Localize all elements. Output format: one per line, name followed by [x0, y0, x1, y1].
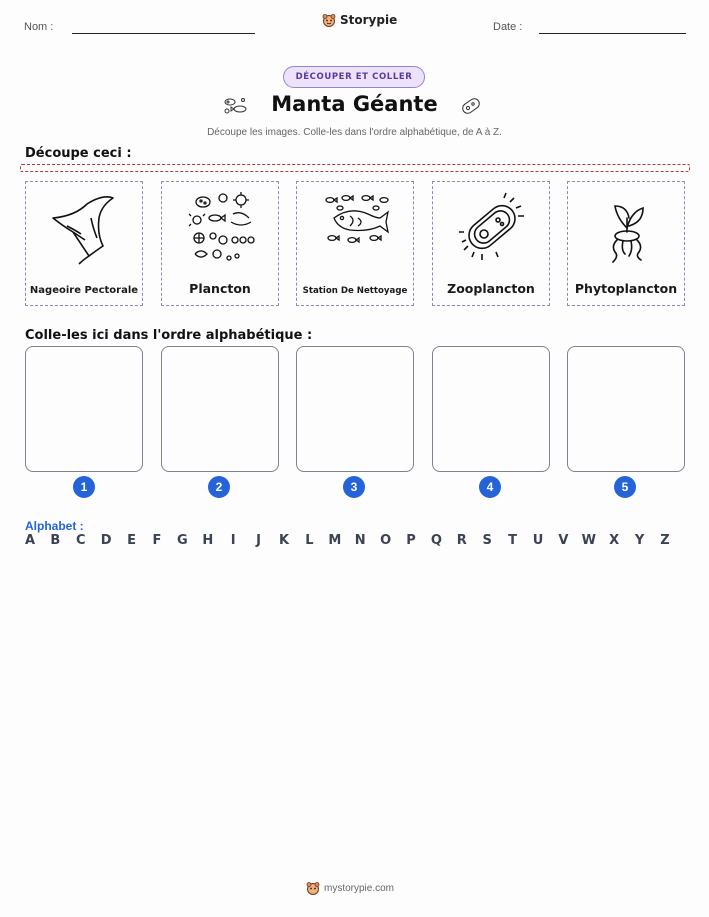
cut-card-2[interactable] [161, 181, 279, 306]
alphabet-letter: L [305, 533, 314, 548]
alphabet-letter: I [230, 533, 236, 548]
slot-number-4: 4 [479, 476, 501, 498]
alphabet-letter: D [100, 533, 112, 548]
brand-logo [322, 13, 397, 27]
alphabet-letter: W [581, 533, 596, 548]
alphabet-letter: E [127, 533, 137, 548]
cut-card-3[interactable] [296, 181, 414, 306]
slot-number-3: 3 [343, 476, 365, 498]
paste-box-3[interactable] [296, 346, 414, 472]
cut-card-1[interactable] [25, 181, 143, 306]
cut-heading: Découpe ceci : [25, 146, 132, 161]
slot-number-1: 1 [73, 476, 95, 498]
zooplankton-icon [452, 188, 532, 268]
slot-number-2: 2 [208, 476, 230, 498]
alphabet-letter: U [532, 533, 544, 548]
card-label: Nageoire Pectorale [29, 285, 139, 296]
alphabet-letter: B [50, 533, 61, 548]
alphabet-letter: F [152, 533, 162, 548]
brand-name: Storypie [340, 13, 398, 27]
cut-line [20, 164, 690, 172]
paste-heading: Colle-les ici dans l'ordre alphabétique : [25, 328, 313, 343]
alphabet-letter: M [328, 533, 342, 548]
plankton-icon [181, 188, 261, 268]
alphabet-label: Alphabet : [25, 519, 84, 533]
mascot-icon [306, 881, 320, 895]
date-label: Date : [493, 21, 523, 33]
alphabet-letter: K [278, 533, 290, 548]
alphabet-letter: X [609, 533, 620, 548]
manta-fin-icon [45, 188, 125, 268]
alphabet-letter: O [380, 533, 392, 548]
name-label: Nom : [24, 21, 54, 33]
card-label: Phytoplancton [574, 281, 678, 296]
alphabet-letter: A [24, 533, 36, 548]
alphabet-row [25, 533, 685, 551]
cleaning-station-icon [316, 188, 396, 268]
footer-site: mystorypie.com [324, 882, 395, 894]
cut-card-5[interactable] [567, 181, 685, 306]
alphabet-letter: C [76, 533, 86, 548]
footer [306, 881, 394, 895]
card-label: Plancton [189, 281, 251, 296]
alphabet-letter: J [256, 533, 262, 548]
bacteria-doodle-icon [458, 95, 484, 117]
phytoplankton-icon [587, 188, 667, 268]
instructions: Découpe les images. Colle-les dans l'ordre alphabétique, de A à Z. [207, 127, 502, 138]
alphabet-letter: P [406, 533, 416, 548]
card-label: Station De Nettoyage [302, 286, 408, 296]
alphabet-letter: G [177, 533, 188, 548]
page-title: Manta Géante [271, 92, 438, 116]
alphabet-letter: T [508, 533, 518, 548]
activity-badge: DÉCOUPER ET COLLER [283, 66, 425, 88]
slot-number-5: 5 [614, 476, 636, 498]
paste-box-4[interactable] [432, 346, 550, 472]
alphabet-letter: S [482, 533, 492, 548]
card-label: Zooplancton [447, 281, 535, 296]
alphabet-letter: N [354, 533, 366, 548]
alphabet-letter: R [456, 533, 467, 548]
paste-box-2[interactable] [161, 346, 279, 472]
paste-box-5[interactable] [567, 346, 685, 472]
alphabet-letter: Y [634, 533, 645, 548]
mascot-icon [322, 13, 336, 27]
paste-box-1[interactable] [25, 346, 143, 472]
cut-card-4[interactable] [432, 181, 550, 306]
alphabet-letter: H [202, 533, 214, 548]
alphabet-letter: Q [430, 533, 442, 548]
alphabet-letter: Z [660, 533, 670, 548]
name-line[interactable] [72, 33, 255, 34]
date-line[interactable] [539, 33, 686, 34]
alphabet-letter: V [558, 533, 569, 548]
